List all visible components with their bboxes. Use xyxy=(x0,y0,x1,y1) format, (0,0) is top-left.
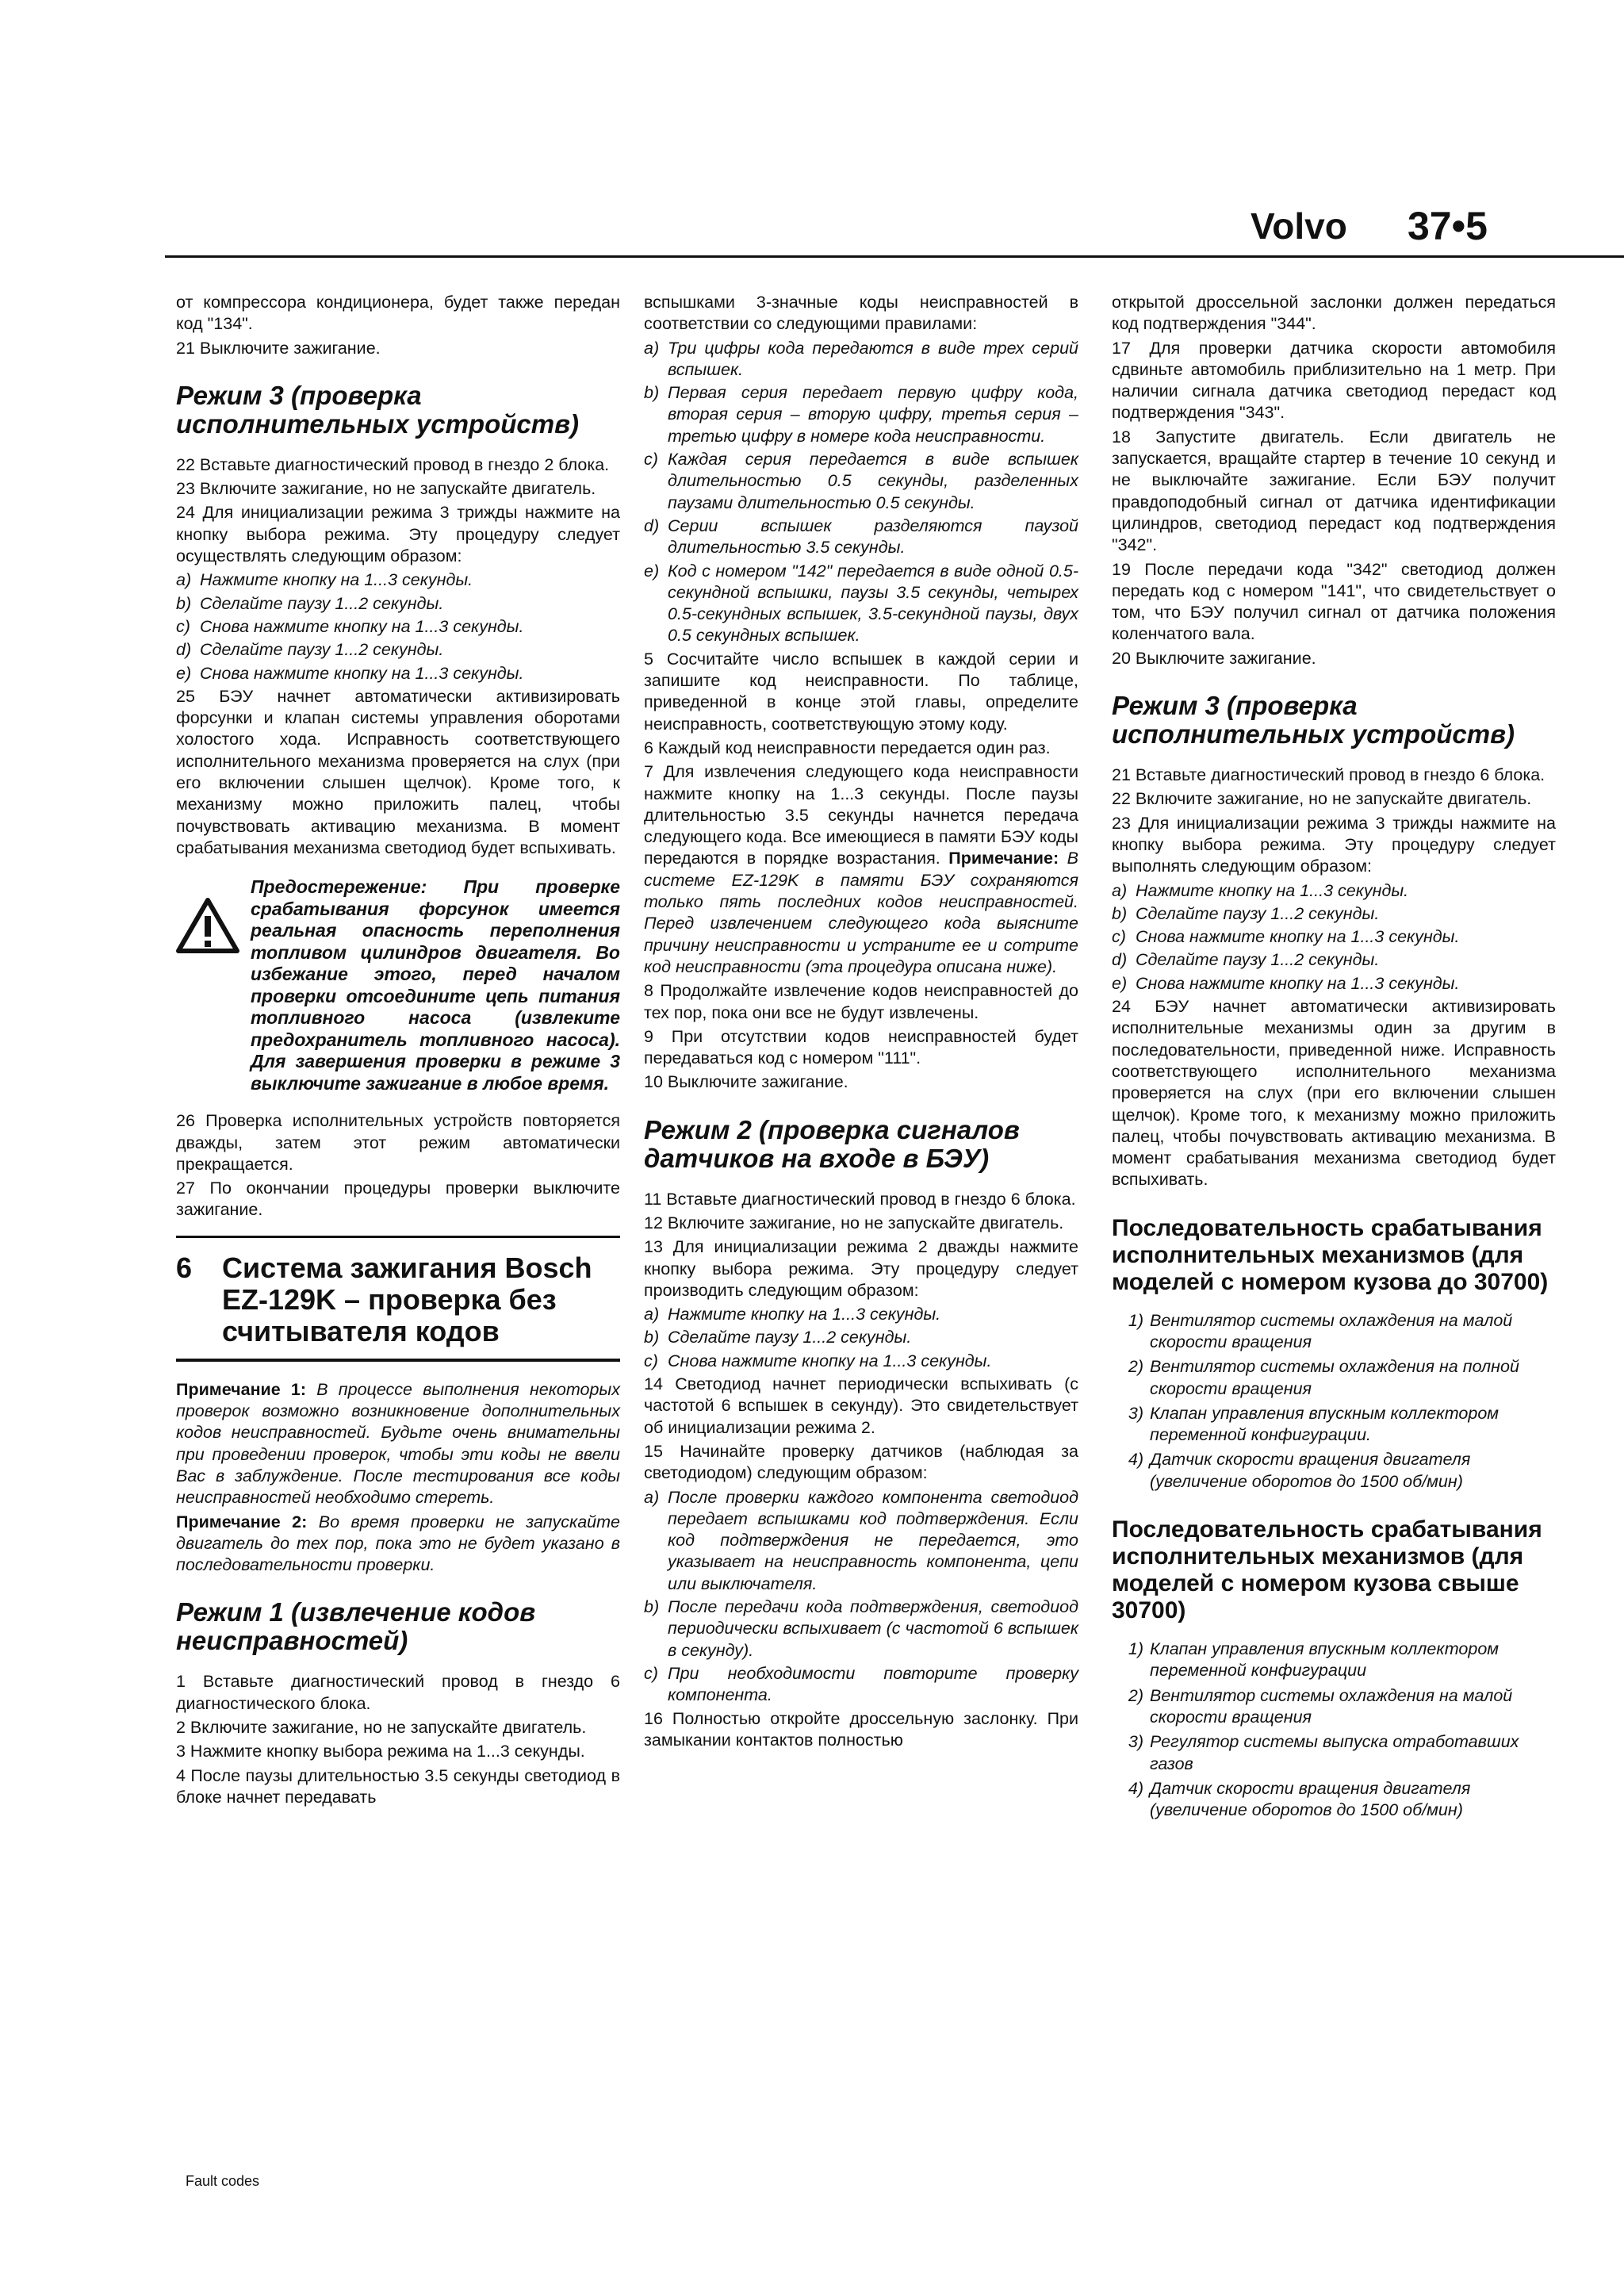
paragraph: 21 Выключите зажигание. xyxy=(176,338,381,358)
section-title: Система зажигания Bosch EZ-129K – проверка без считывателя кодов xyxy=(222,1251,592,1347)
list-text: Три цифры кода передаются в виде трех серий вспышек. xyxy=(668,338,1078,379)
list-text: Клапан управления впускным коллектором переменной конфигурации. xyxy=(1150,1403,1500,1445)
section-number: 6 xyxy=(176,1251,193,1284)
list-text: Снова нажмите кнопку на 1...3 секунды. xyxy=(200,616,524,636)
paragraph: 5 Сосчитайте число вспышек в каждой серии и запишите код неисправности. По таблице, приведенной в конце этой главы, определите неисправность, соответствующую этому коду. xyxy=(644,649,1078,734)
list-item xyxy=(1112,973,1556,995)
list-text: Нажмите кнопку на 1...3 секунды. xyxy=(200,570,473,590)
paragraph: от компрессора кондиционера, будет также передан код "134". xyxy=(176,293,620,334)
list-item xyxy=(1112,1778,1556,1822)
list-item xyxy=(1112,949,1556,971)
paragraph: 8 Продолжайте извлечение кодов неисправностей до тех пор, пока они все не будут извлечены. xyxy=(644,981,1078,1022)
column-3 xyxy=(1112,292,1556,1824)
paragraph xyxy=(644,761,1078,978)
sequence-heading: Последовательность срабатывания исполнительных механизмов (для моделей с номером кузова свыше 30700) xyxy=(1112,1516,1542,1624)
section-heading: Режим 3 (проверка исполнительных устройств) xyxy=(1112,691,1515,749)
list-text: Нажмите кнопку на 1...3 секунды. xyxy=(668,1305,941,1324)
list-label: c) xyxy=(644,1663,658,1683)
list-text: Снова нажмите кнопку на 1...3 секунды. xyxy=(1136,973,1460,993)
column-2 xyxy=(644,292,1078,1754)
paragraph: 2 Включите зажигание, но не запускайте двигатель. xyxy=(176,1717,587,1737)
list-item xyxy=(644,561,1078,647)
list-label: a) xyxy=(1112,880,1128,900)
list-label: d) xyxy=(1112,950,1128,970)
list-item xyxy=(644,382,1078,447)
list-item xyxy=(644,516,1078,559)
note-label: Примечание: xyxy=(940,849,1059,868)
paragraph: 22 Вставьте диагностический провод в гнездо 2 блока. xyxy=(176,454,610,474)
note xyxy=(176,1512,620,1577)
list-item xyxy=(644,1663,1078,1707)
list-text: После передачи кода подтверждения, светодиод периодически вспыхивает (с частотой 6 вспышек в секунду). xyxy=(668,1597,1078,1660)
list-label: c) xyxy=(644,1351,658,1370)
paragraph-text: 7 Для извлечения следующего кода неисправности нажмите кнопку на 1...3 секунды. После паузы длительностью 3.5 секунды начнется передача следующего кода. Все имеющиеся в памяти БЭУ коды передаются в порядке возрастания. xyxy=(644,762,1078,868)
footer-label: Fault codes xyxy=(186,2173,260,2189)
list-item xyxy=(1112,926,1556,948)
paragraph: 13 Для инициализации режима 2 дважды нажмите кнопку выбора режима. Эту процедуру следует производить следующим образом: xyxy=(644,1237,1078,1300)
list-item xyxy=(644,338,1078,381)
sequence-heading: Последовательность срабатывания исполнительных механизмов (для моделей с номером кузова до 30700) xyxy=(1112,1214,1549,1295)
list-item xyxy=(1112,1685,1556,1729)
list-label: b) xyxy=(644,1328,660,1347)
list-text: Снова нажмите кнопку на 1...3 секунды. xyxy=(1136,927,1460,947)
paragraph: 14 Светодиод начнет периодически вспыхивать (с частотой 6 вспышек в секунду). Это свидетельствует об инициализации режима 2. xyxy=(644,1374,1078,1437)
note xyxy=(176,1379,620,1509)
paragraph: 20 Выключите зажигание. xyxy=(1112,648,1316,668)
list-text: Снова нажмите кнопку на 1...3 секунды. xyxy=(200,663,524,683)
list-text: Датчик скорости вращения двигателя (увеличение оборотов до 1500 об/мин) xyxy=(1150,1778,1471,1820)
paragraph: 23 Для инициализации режима 3 трижды нажмите на кнопку выбора режима. Эту процедуру следует выполнять следующим образом: xyxy=(1112,813,1556,876)
note-text: Во время проверки не запускайте двигатель до тех пор, пока это не будет указано в последовательности проверки. xyxy=(176,1512,620,1575)
list-label: d) xyxy=(176,640,192,660)
list-label: b) xyxy=(644,1597,660,1617)
list-item xyxy=(644,1351,1078,1372)
list-text: Сделайте паузу 1...2 секунды. xyxy=(200,593,444,613)
list-label: e) xyxy=(176,663,192,683)
list-label: b) xyxy=(1112,903,1128,923)
list-label: c) xyxy=(644,450,658,470)
list-number: 1) xyxy=(1128,1639,1143,1659)
list-item xyxy=(644,449,1078,514)
list-text: Регулятор системы выпуска отработавших газов xyxy=(1150,1732,1519,1773)
section-heading: Режим 1 (извлечение кодов неисправностей) xyxy=(176,1597,536,1656)
header-rule xyxy=(165,255,1624,258)
paragraph: 11 Вставьте диагностический провод в гнездо 6 блока. xyxy=(644,1189,1076,1209)
list-number: 4) xyxy=(1128,1778,1143,1798)
list-text: Сделайте паузу 1...2 секунды. xyxy=(668,1328,912,1347)
page-header xyxy=(0,0,1624,262)
list-item xyxy=(644,1487,1078,1595)
list-text: Снова нажмите кнопку на 1...3 секунды. xyxy=(668,1351,992,1370)
list-text: Каждая серия передается в виде вспышек длительностью 0.5 секунды, разделенных паузами длительностью 0.5 секунды. xyxy=(668,450,1078,512)
paragraph: 26 Проверка исполнительных устройств повторяется дважды, затем этот режим автоматически прекращается. xyxy=(176,1111,620,1174)
list-label: a) xyxy=(644,338,660,358)
paragraph: 1 Вставьте диагностический провод в гнездо 6 диагностического блока. xyxy=(176,1672,620,1713)
paragraph: 18 Запустите двигатель. Если двигатель не запускается, вращайте стартер в течение 10 секунд и не выключайте зажигание. Если БЭУ получит правдоподобный сигнал от датчика идентификации цилиндров, светодиод передаст код подтверждения "342". xyxy=(1112,427,1556,555)
list-item xyxy=(1112,1310,1556,1354)
list-item xyxy=(176,593,620,615)
section-rule xyxy=(176,1236,620,1238)
list-text: Клапан управления впускным коллектором переменной конфигурации xyxy=(1150,1639,1500,1681)
list-item xyxy=(644,1327,1078,1348)
list-item xyxy=(176,663,620,684)
paragraph: 27 По окончании процедуры проверки выключите зажигание. xyxy=(176,1179,620,1220)
list-text: Датчик скорости вращения двигателя (увеличение оборотов до 1500 об/мин) xyxy=(1150,1450,1471,1491)
list-label: e) xyxy=(1112,973,1128,993)
list-item xyxy=(176,616,620,638)
list-text: Сделайте паузу 1...2 секунды. xyxy=(1136,950,1380,970)
warning-box xyxy=(176,876,620,1094)
paragraph: 19 После передачи кода "342" светодиод должен передать код с номером "141", что свидетельствует о том, что БЭУ получил сигнал от датчика положения коленчатого вала. xyxy=(1112,559,1556,644)
list-item xyxy=(644,1304,1078,1325)
list-number: 3) xyxy=(1128,1732,1143,1752)
paragraph: 17 Для проверки датчика скорости автомобиля сдвиньте автомобиль приблизительно на 1 метр. При наличии сигнала датчика светодиод передаст код подтверждения "343". xyxy=(1112,338,1556,423)
note-text: В процессе выполнения некоторых проверок возможно возникновение дополнительных кодов неисправностей. Будьте очень внимательны при проведении проверок, чтобы эти коды не ввели Вас в заблуждение. После тестирования все коды неисправностей необходимо стереть. xyxy=(176,1379,620,1508)
section-heading: Режим 3 (проверка исполнительных устройств) xyxy=(176,380,580,439)
paragraph: 16 Полностью откройте дроссельную заслонку. При замыкании контактов полностью xyxy=(644,1708,1078,1750)
paragraph: 6 Каждый код неисправности передается один раз. xyxy=(644,738,1051,757)
column-1 xyxy=(176,292,620,1811)
page-number: 37•5 xyxy=(1408,204,1488,248)
list-number: 4) xyxy=(1128,1450,1143,1470)
list-label: c) xyxy=(176,616,190,636)
note-label: Примечание 1: xyxy=(176,1379,307,1399)
paragraph: 25 БЭУ начнет автоматически активизировать форсунки и клапан системы управления оборотами холостого хода. Исправность соответствующего исполнительного механизма проверяется на слух (при его включении слышен щелчок). Кроме того, к механизму можно приложить палец, чтобы почувствовать активацию механизма. В момент срабатывания механизма светодиод будет вспыхивать. xyxy=(176,686,620,857)
paragraph: 15 Начинайте проверку датчиков (наблюдая за светодиодом) следующим образом: xyxy=(644,1441,1078,1483)
paragraph: 24 Для инициализации режима 3 трижды нажмите на кнопку выбора режима. Эту процедуру следует осуществлять следующим образом: xyxy=(176,503,620,566)
warning-icon xyxy=(176,876,251,1094)
list-text: Нажмите кнопку на 1...3 секунды. xyxy=(1136,880,1409,900)
list-number: 2) xyxy=(1128,1685,1143,1705)
list-text: Первая серия передает первую цифру кода, вторая серия – вторую цифру, третья серия – третью цифру в номере кода неисправности. xyxy=(668,383,1078,446)
list-label: d) xyxy=(644,516,660,535)
list-item xyxy=(1112,1731,1556,1775)
list-item xyxy=(1112,1639,1556,1682)
list-item xyxy=(176,639,620,661)
section-rule xyxy=(176,1359,620,1362)
section-heading: Режим 2 (проверка сигналов датчиков на входе в БЭУ) xyxy=(644,1114,1020,1173)
list-item xyxy=(1112,1356,1556,1400)
list-number: 3) xyxy=(1128,1403,1143,1423)
list-text: Вентилятор системы охлаждения на малой скорости вращения xyxy=(1150,1310,1513,1351)
paragraph: 3 Нажмите кнопку выбора режима на 1...3 секунды. xyxy=(176,1742,585,1761)
list-text: Сделайте паузу 1...2 секунды. xyxy=(1136,903,1380,923)
list-label: a) xyxy=(644,1305,660,1324)
list-label: b) xyxy=(644,383,660,403)
list-text: После проверки каждого компонента светодиод передает вспышками код подтверждения. Если код подтверждения не передается, это указывает на неисправность компонента, цепи или выключателя. xyxy=(668,1487,1078,1593)
list-item xyxy=(1112,880,1556,902)
list-text: Код с номером "142" передается в виде одной 0.5-секундной вспышки, паузы 3.5 секунды, четырех 0.5-секундных вспышек, 3.5-секундной паузы, двух 0.5 секундных вспышек. xyxy=(668,561,1078,646)
list-number: 2) xyxy=(1128,1357,1143,1377)
list-item xyxy=(176,569,620,591)
warning-text: Предостережение: При проверке срабатывания форсунок имеется реальная опасность переполнения топливом цилиндров двигателя. Во избежание этого, перед началом проверки отсоедините цепь питания топливного насоса (извлеките предохранитель топливного насоса). Для завершения проверки в режиме 3 выключите зажигание в любое время. xyxy=(251,876,620,1094)
paragraph: открытой дроссельной заслонки должен передаться код подтверждения "344". xyxy=(1112,293,1556,334)
list-text: Серии вспышек разделяются паузой длительностью 3.5 секунды. xyxy=(668,516,1078,558)
list-item xyxy=(644,1596,1078,1662)
list-label: a) xyxy=(644,1487,660,1507)
section-title-block xyxy=(176,1252,620,1347)
list-item xyxy=(1112,1403,1556,1447)
paragraph: 23 Включите зажигание, но не запускайте двигатель. xyxy=(176,479,596,499)
note-text: В системе EZ-129K в памяти БЭУ сохраняются только пять последних кодов неисправностей. Перед извлечением следующего кода выясните причину неисправности и устраните ее и сотрите код неисправности (эта процедура описана ниже). xyxy=(644,849,1078,976)
paragraph: 4 После паузы длительностью 3.5 секунды светодиод в блоке начнет передавать xyxy=(176,1765,620,1807)
paragraph: 22 Включите зажигание, но не запускайте двигатель. xyxy=(1112,789,1532,809)
list-label: c) xyxy=(1112,927,1126,947)
list-number: 1) xyxy=(1128,1310,1143,1330)
brand-title: Volvo xyxy=(1251,205,1347,247)
paragraph: 24 БЭУ начнет автоматически активизировать исполнительные механизмы один за другим в последовательности, приведенной ниже. Исправность соответствующего исполнительного механизма проверяется на слух (при его включении слышен щелчок). Кроме того, к механизму можно приложить палец, чтобы почувствовать активацию механизма. В момент срабатывания механизма светодиод будет вспыхивать. xyxy=(1112,997,1556,1190)
list-item xyxy=(1112,903,1556,925)
paragraph: 10 Выключите зажигание. xyxy=(644,1072,848,1092)
paragraph: 21 Вставьте диагностический провод в гнездо 6 блока. xyxy=(1112,765,1545,785)
list-label: e) xyxy=(644,561,660,581)
paragraph: 12 Включите зажигание, но не запускайте двигатель. xyxy=(644,1213,1064,1232)
list-label: b) xyxy=(176,593,192,613)
list-text: Вентилятор системы охлаждения на полной скорости вращения xyxy=(1150,1357,1519,1398)
list-text: Сделайте паузу 1...2 секунды. xyxy=(200,640,444,660)
paragraph: вспышками 3-значные коды неисправностей в соответствии со следующими правилами: xyxy=(644,293,1078,334)
list-label: a) xyxy=(176,570,192,590)
list-text: Вентилятор системы охлаждения на малой скорости вращения xyxy=(1150,1685,1513,1727)
paragraph: 9 При отсутствии кодов неисправностей будет передаваться код с номером "111". xyxy=(644,1026,1078,1068)
list-text: При необходимости повторите проверку компонента. xyxy=(668,1663,1078,1705)
list-item xyxy=(1112,1449,1556,1493)
note-label: Примечание 2: xyxy=(176,1512,308,1531)
